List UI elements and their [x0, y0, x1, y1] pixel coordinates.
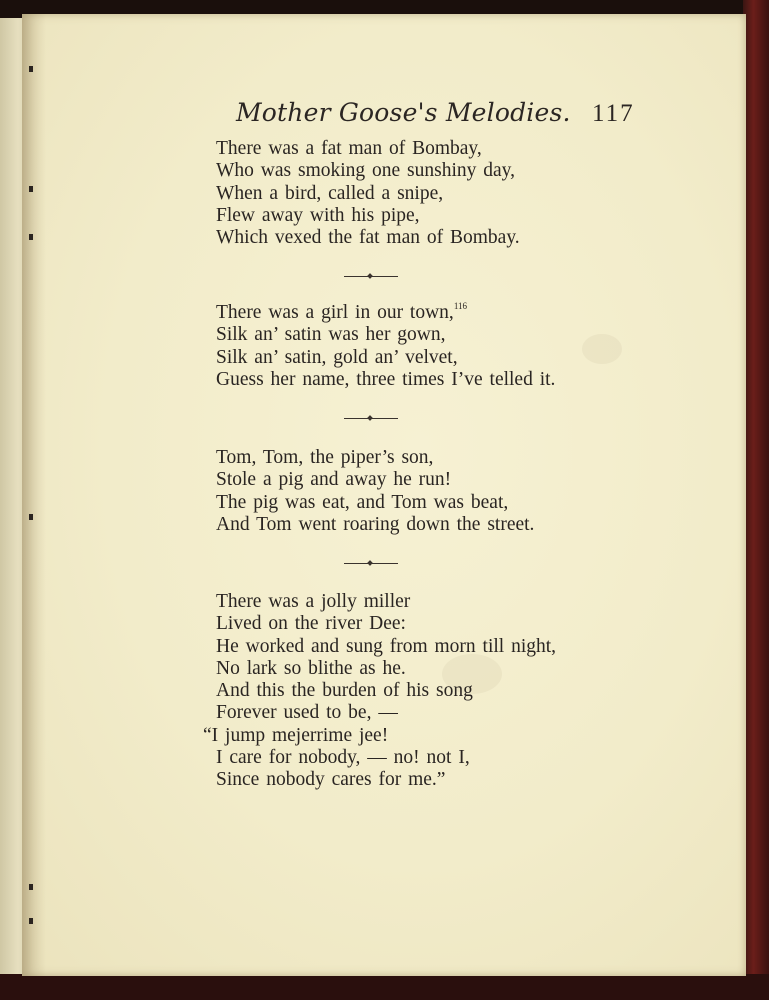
binding-stitch-mark: [29, 66, 33, 72]
poem-line: Which vexed the fat man of Bombay.: [216, 227, 520, 249]
binding-stitch-mark: [29, 234, 33, 240]
poem-line: No lark so blithe as he.: [216, 657, 406, 679]
poem-line: Who was smoking one sunshiny day,: [216, 160, 516, 182]
poem-line: Stole a pig and away he run!: [216, 469, 452, 491]
poem-line: Silk an’ satin, gold an’ velvet,: [216, 346, 458, 368]
poem-line: Tom, Tom, the piper’s son,: [216, 447, 434, 468]
poem-line: I care for nobody, — no! not I,: [216, 747, 470, 769]
poem-tom-the-pipers-son: [216, 447, 534, 536]
poem-line: There was a jolly miller: [216, 591, 411, 612]
poem-line: He worked and sung from morn till night,: [216, 635, 557, 657]
poem-line: Guess her name, three times I’ve telled it.: [216, 368, 556, 390]
poem-line: Lived on the river Dee:: [216, 613, 406, 635]
binding-stitch-mark: [29, 514, 33, 520]
poem-jolly-miller: [203, 591, 557, 792]
book-page: [22, 14, 746, 976]
book-cover-bottom: [0, 974, 769, 1000]
poem-line-text: There was a girl in our town,: [216, 302, 454, 323]
poem-girl-in-our-town: [216, 302, 555, 391]
book-cover-edge: [743, 0, 769, 1000]
poem-line: When a bird, called a snipe,: [216, 182, 444, 204]
section-divider: [344, 563, 398, 564]
poem-line: “I jump mejerrime jee!: [203, 724, 389, 746]
poem-line: And Tom went roaring down the street.: [216, 513, 535, 535]
poem-fat-man-of-bombay: [216, 138, 520, 249]
page-number: 117: [592, 100, 635, 127]
section-divider: [344, 418, 398, 419]
poem-line: Forever used to be, —: [216, 702, 398, 724]
poem-line: [216, 302, 555, 324]
paper-stain: [582, 334, 622, 364]
section-divider: [344, 276, 398, 277]
running-header-title: Mother Goose's Melodies.: [236, 98, 571, 127]
poem-line: Silk an’ satin was her gown,: [216, 324, 446, 346]
binding-stitch-mark: [29, 186, 33, 192]
gutter-shadow: [22, 14, 46, 976]
footnote-reference: 116: [453, 301, 467, 311]
poem-line: Since nobody cares for me.”: [216, 769, 446, 791]
poem-line: And this the burden of his song: [216, 680, 473, 702]
poem-line: There was a fat man of Bombay,: [216, 138, 482, 159]
poem-line: Flew away with his pipe,: [216, 204, 420, 226]
binding-stitch-mark: [29, 884, 33, 890]
poem-line: The pig was eat, and Tom was beat,: [216, 491, 509, 513]
binding-stitch-mark: [29, 918, 33, 924]
